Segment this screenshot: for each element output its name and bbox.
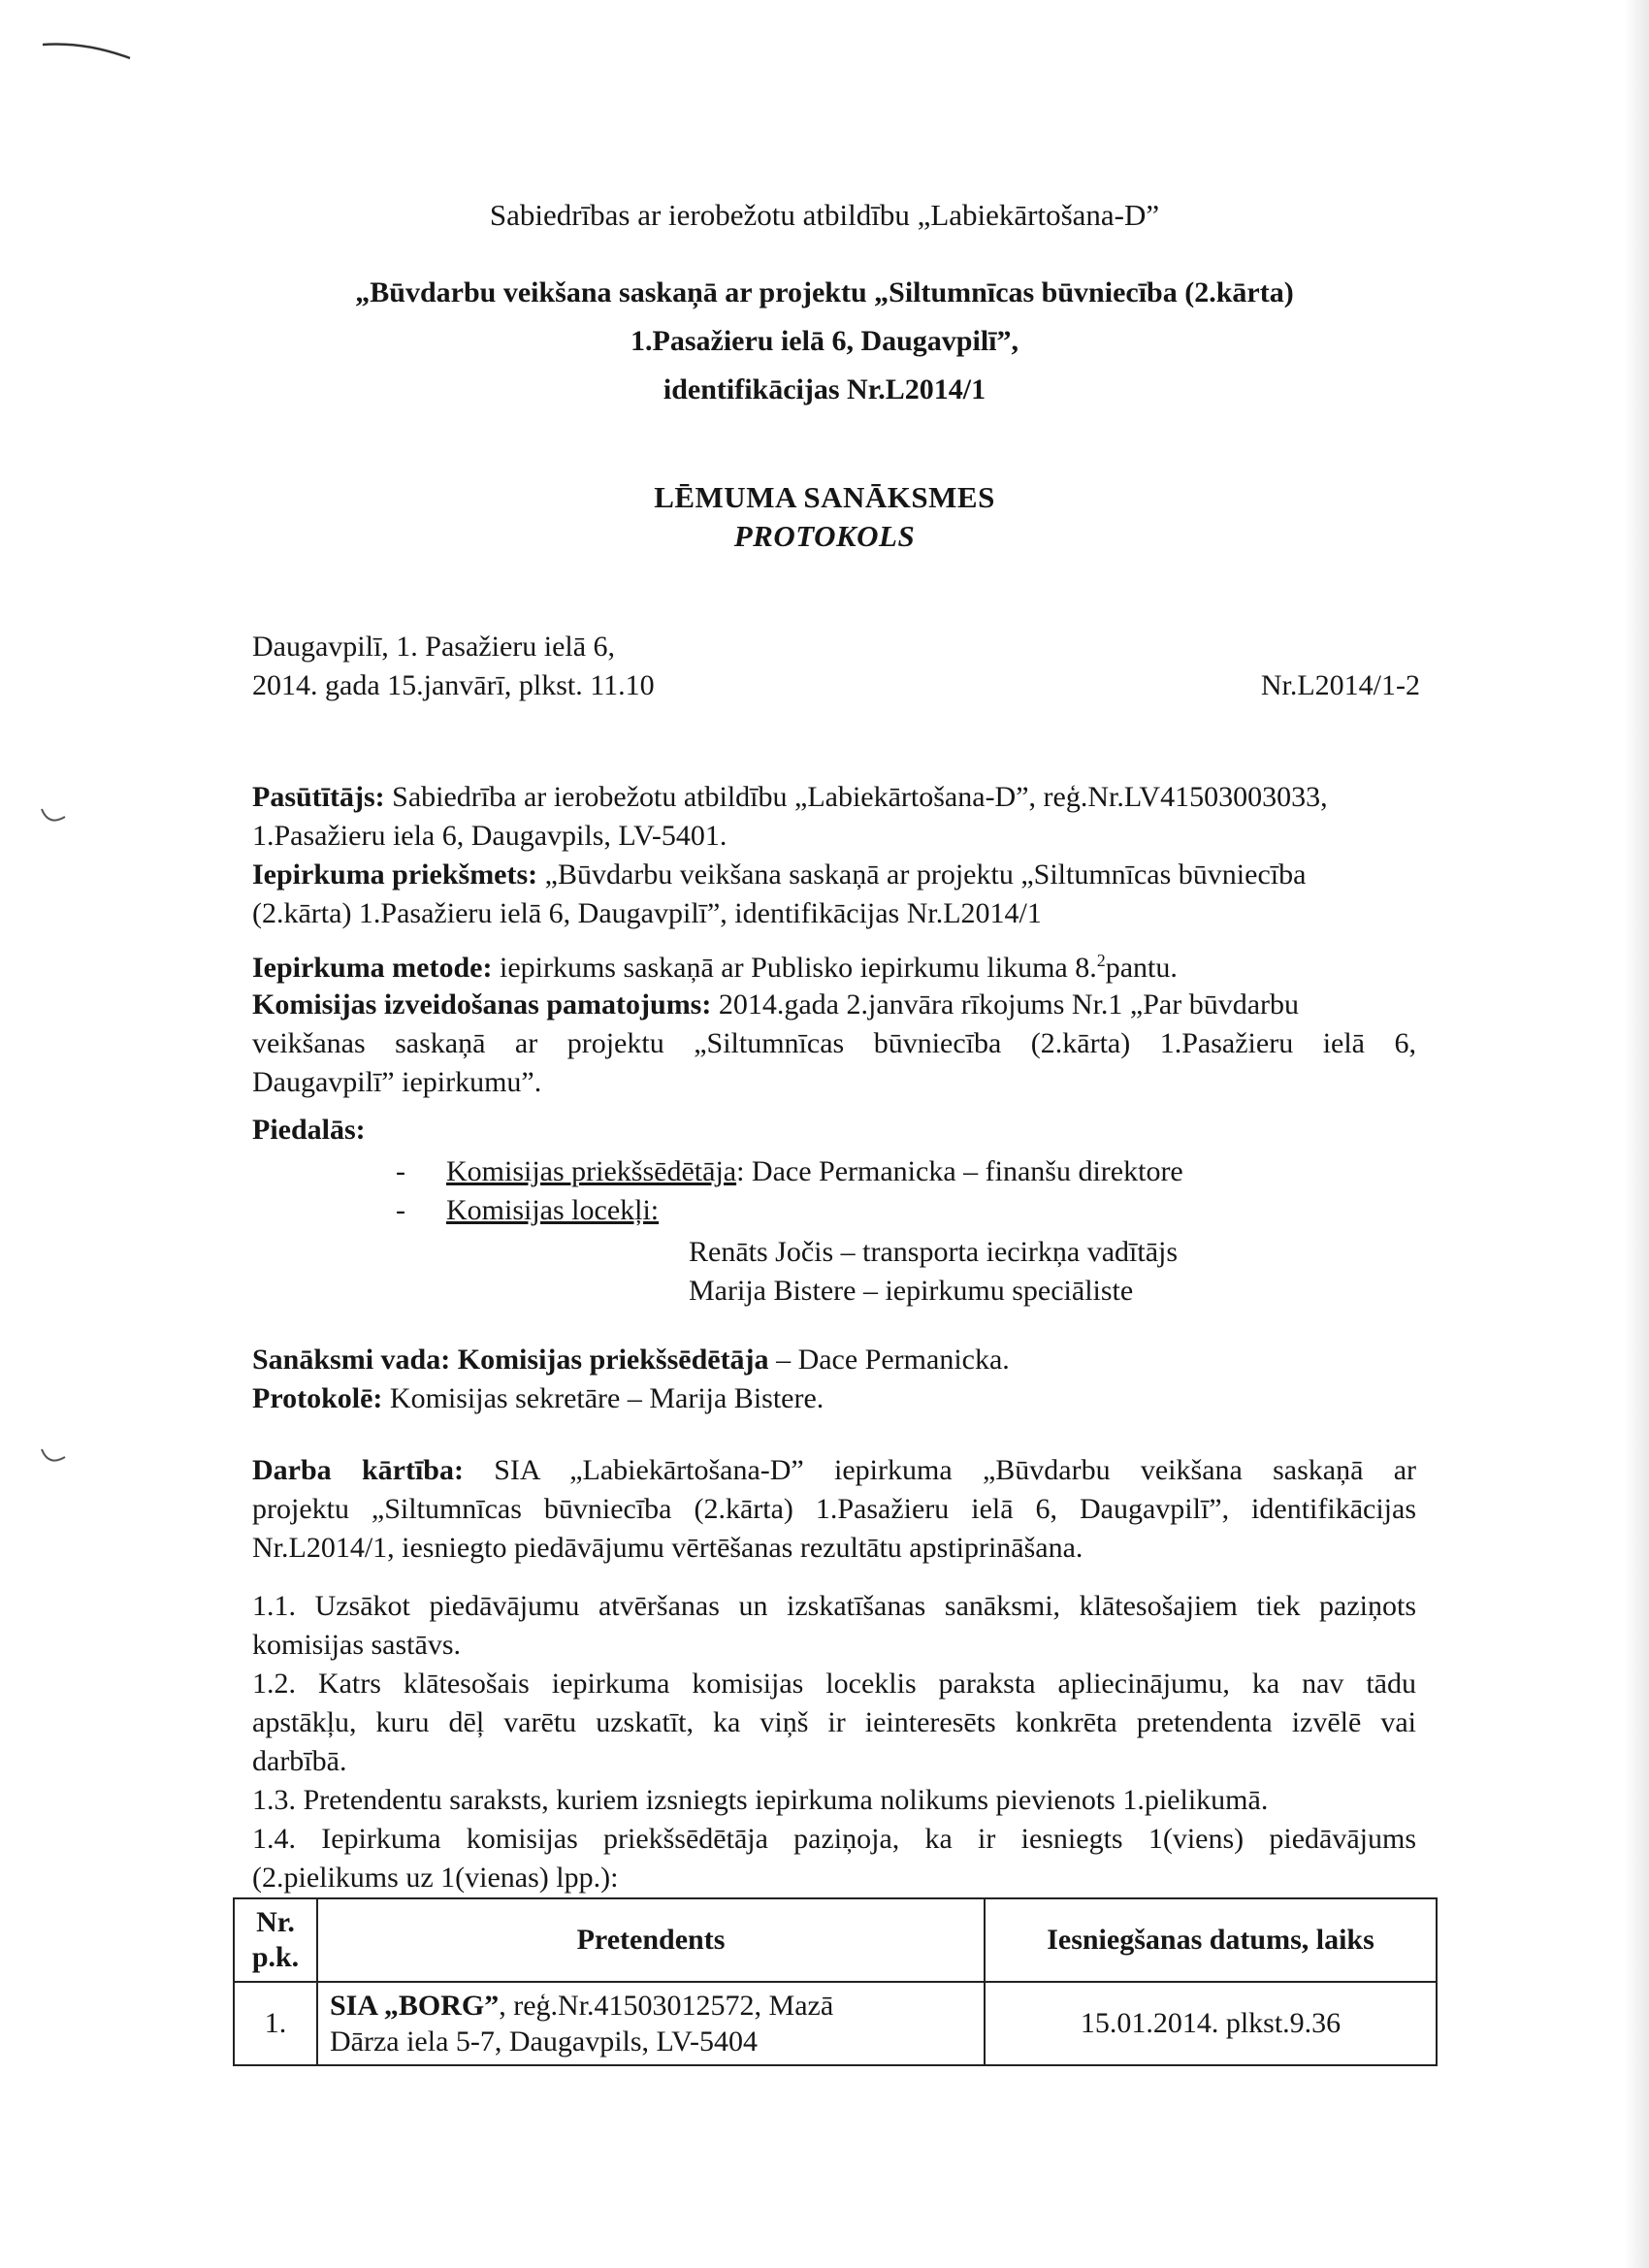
table-row — [234, 1982, 1437, 2065]
member-1: Renāts Jočis – transporta iecirkņa vadītājs — [689, 1236, 1179, 1268]
secretary-label: Protokolē: — [252, 1382, 383, 1414]
meeting-place: Daugavpilī, 1. Pasažieru ielā 6, — [252, 631, 616, 663]
subject-text: „Būvdarbu veikšana saskaņā ar projektu „Siltumnīcas būvniecība — [544, 859, 1307, 891]
point-1-2: 1.2. Katrs klātesošais iepirkuma komisijas loceklis paraksta apliecinājumu, ka nav tādu — [252, 1668, 1416, 1700]
punch-hole-mark — [39, 805, 68, 828]
agenda-line — [252, 1456, 1416, 1485]
meeting-lead-name: – Dace Permanicka. — [776, 1344, 1010, 1376]
meeting-date: 2014. gada 15.janvārī, plkst. 11.10 — [252, 669, 655, 701]
point-1-3: 1.3. Pretendentu saraksts, kuriem izsniegts iepirkuma nolikums pievienots 1.pielikumā. — [252, 1784, 1269, 1816]
method-superscript: 2 — [1096, 951, 1106, 970]
point-1-4: 1.4. Iepirkuma komisijas priekšsēdētāja paziņoja, ka ir iesniegts 1(viens) piedāvājums — [252, 1823, 1416, 1855]
punch-hole-mark — [39, 1445, 68, 1469]
meeting-lead-line — [252, 1345, 1010, 1375]
secretary-text: Komisijas sekretāre – Marija Bistere. — [389, 1382, 824, 1414]
pretendent-reg: , reģ.Nr.41503012572, Mazā — [499, 1989, 834, 2022]
subject-text-continued: (2.kārta) 1.Pasažieru ielā 6, Daugavpilī”, identifikācijas Nr.L2014/1 — [252, 897, 1042, 929]
chair-name: : Dace Permanicka – finanšu direktore — [736, 1155, 1183, 1187]
secretary-line — [252, 1384, 824, 1413]
basis-text-continued: veikšanas saskaņā ar projektu „Siltumnīcas būvniecība (2.kārta) 1.Pasažieru ielā 6, — [252, 1027, 1416, 1059]
agenda-text-end: Nr.L2014/1, iesniegto piedāvājumu vērtēšanas rezultātu apstiprināšana. — [252, 1532, 1083, 1564]
header-nr: Nr. p.k. — [234, 1898, 317, 1982]
point-1-1-continued: komisijas sastāvs. — [252, 1629, 461, 1661]
customer-label: Pasūtītājs: — [252, 781, 385, 813]
point-1-2-continued: apstākļu, kuru dēļ varētu uzskatīt, ka viņš ir ieinteresēts konkrēta pretendenta izvēlē vai — [252, 1706, 1416, 1738]
protocol-number: Nr.L2014/1-2 — [1260, 669, 1420, 701]
basis-line — [252, 990, 1299, 1020]
organization-line: Sabiedrības ar ierobežotu atbildību „Labiekārtošana-D” — [489, 198, 1160, 232]
list-dash: - — [396, 1155, 405, 1187]
method-label: Iepirkuma metode: — [252, 952, 493, 984]
table-header-row — [234, 1898, 1437, 1982]
members-role: Komisijas locekļi: — [446, 1194, 660, 1226]
agenda-label: Darba kārtība: — [252, 1454, 464, 1486]
customer-text: Sabiedrība ar ierobežotu atbildību „Labiekārtošana-D”, reģ.Nr.LV41503003033, — [392, 781, 1328, 813]
project-title-line: „Būvdarbu veikšana saskaņā ar projektu „Siltumnīcas būvniecība (2.kārta) — [355, 276, 1294, 308]
chair-line — [446, 1157, 1183, 1186]
basis-text-end: Daugavpilī” iepirkumu”. — [252, 1066, 542, 1098]
method-suffix: pantu. — [1105, 952, 1178, 984]
method-line — [252, 952, 1178, 983]
pretendent-name: SIA „BORG” — [330, 1989, 500, 2022]
point-1-4-continued: (2.pielikums uz 1(vienas) lpp.): — [252, 1862, 619, 1894]
customer-address: 1.Pasažieru iela 6, Daugavpils, LV-5401. — [252, 820, 728, 852]
subject-line — [252, 860, 1306, 890]
basis-label: Komisijas izveidošanas pamatojums: — [252, 988, 712, 1021]
pretendents-table — [233, 1897, 1438, 2066]
row-date: 15.01.2014. plkst.9.36 — [985, 1982, 1437, 2065]
document-subtitle: PROTOKOLS — [733, 519, 916, 553]
header-date: Iesniegšanas datums, laiks — [985, 1898, 1437, 1982]
point-1-1: 1.1. Uzsākot piedāvājumu atvēršanas un izskatīšanas sanāksmi, klātesošajiem tiek paziņots — [252, 1590, 1416, 1622]
attendance-label: Piedalās: — [252, 1114, 366, 1146]
meeting-lead-role: Komisijas priekšsēdētāja — [457, 1344, 769, 1376]
member-2: Marija Bistere – iepirkumu speciāliste — [689, 1275, 1134, 1307]
customer-line — [252, 783, 1328, 812]
header-pretendent: Pretendents — [317, 1898, 985, 1982]
basis-text: 2014.gada 2.janvāra rīkojums Nr.1 „Par būvdarbu — [718, 988, 1300, 1021]
list-dash: - — [396, 1194, 405, 1226]
subject-label: Iepirkuma priekšmets: — [252, 859, 538, 891]
project-id-line: identifikācijas Nr.L2014/1 — [663, 373, 986, 405]
chair-role: Komisijas priekšsēdētāja — [446, 1155, 737, 1187]
point-1-2-end: darbībā. — [252, 1745, 347, 1777]
method-text: iepirkums saskaņā ar Publisko iepirkumu likuma 8. — [499, 952, 1097, 984]
meeting-lead-label: Sanāksmi vada: — [252, 1344, 451, 1376]
pretendent-address: Dārza iela 5-7, Daugavpils, LV-5404 — [330, 2025, 759, 2057]
project-address-line: 1.Pasažieru ielā 6, Daugavpilī”, — [630, 325, 1018, 357]
document-title: LĒMUMA SANĀKSMES — [654, 480, 995, 514]
row-nr: 1. — [234, 1982, 317, 2065]
row-pretendent — [317, 1982, 985, 2065]
agenda-text: SIA „Labiekārtošana-D” iepirkuma „Būvdarbu veikšana saskaņā ar — [494, 1454, 1416, 1486]
agenda-text-continued: projektu „Siltumnīcas būvniecība (2.kārta) 1.Pasažieru ielā 6, Daugavpilī”, identifikācijas — [252, 1493, 1416, 1525]
scan-mark — [41, 39, 133, 62]
